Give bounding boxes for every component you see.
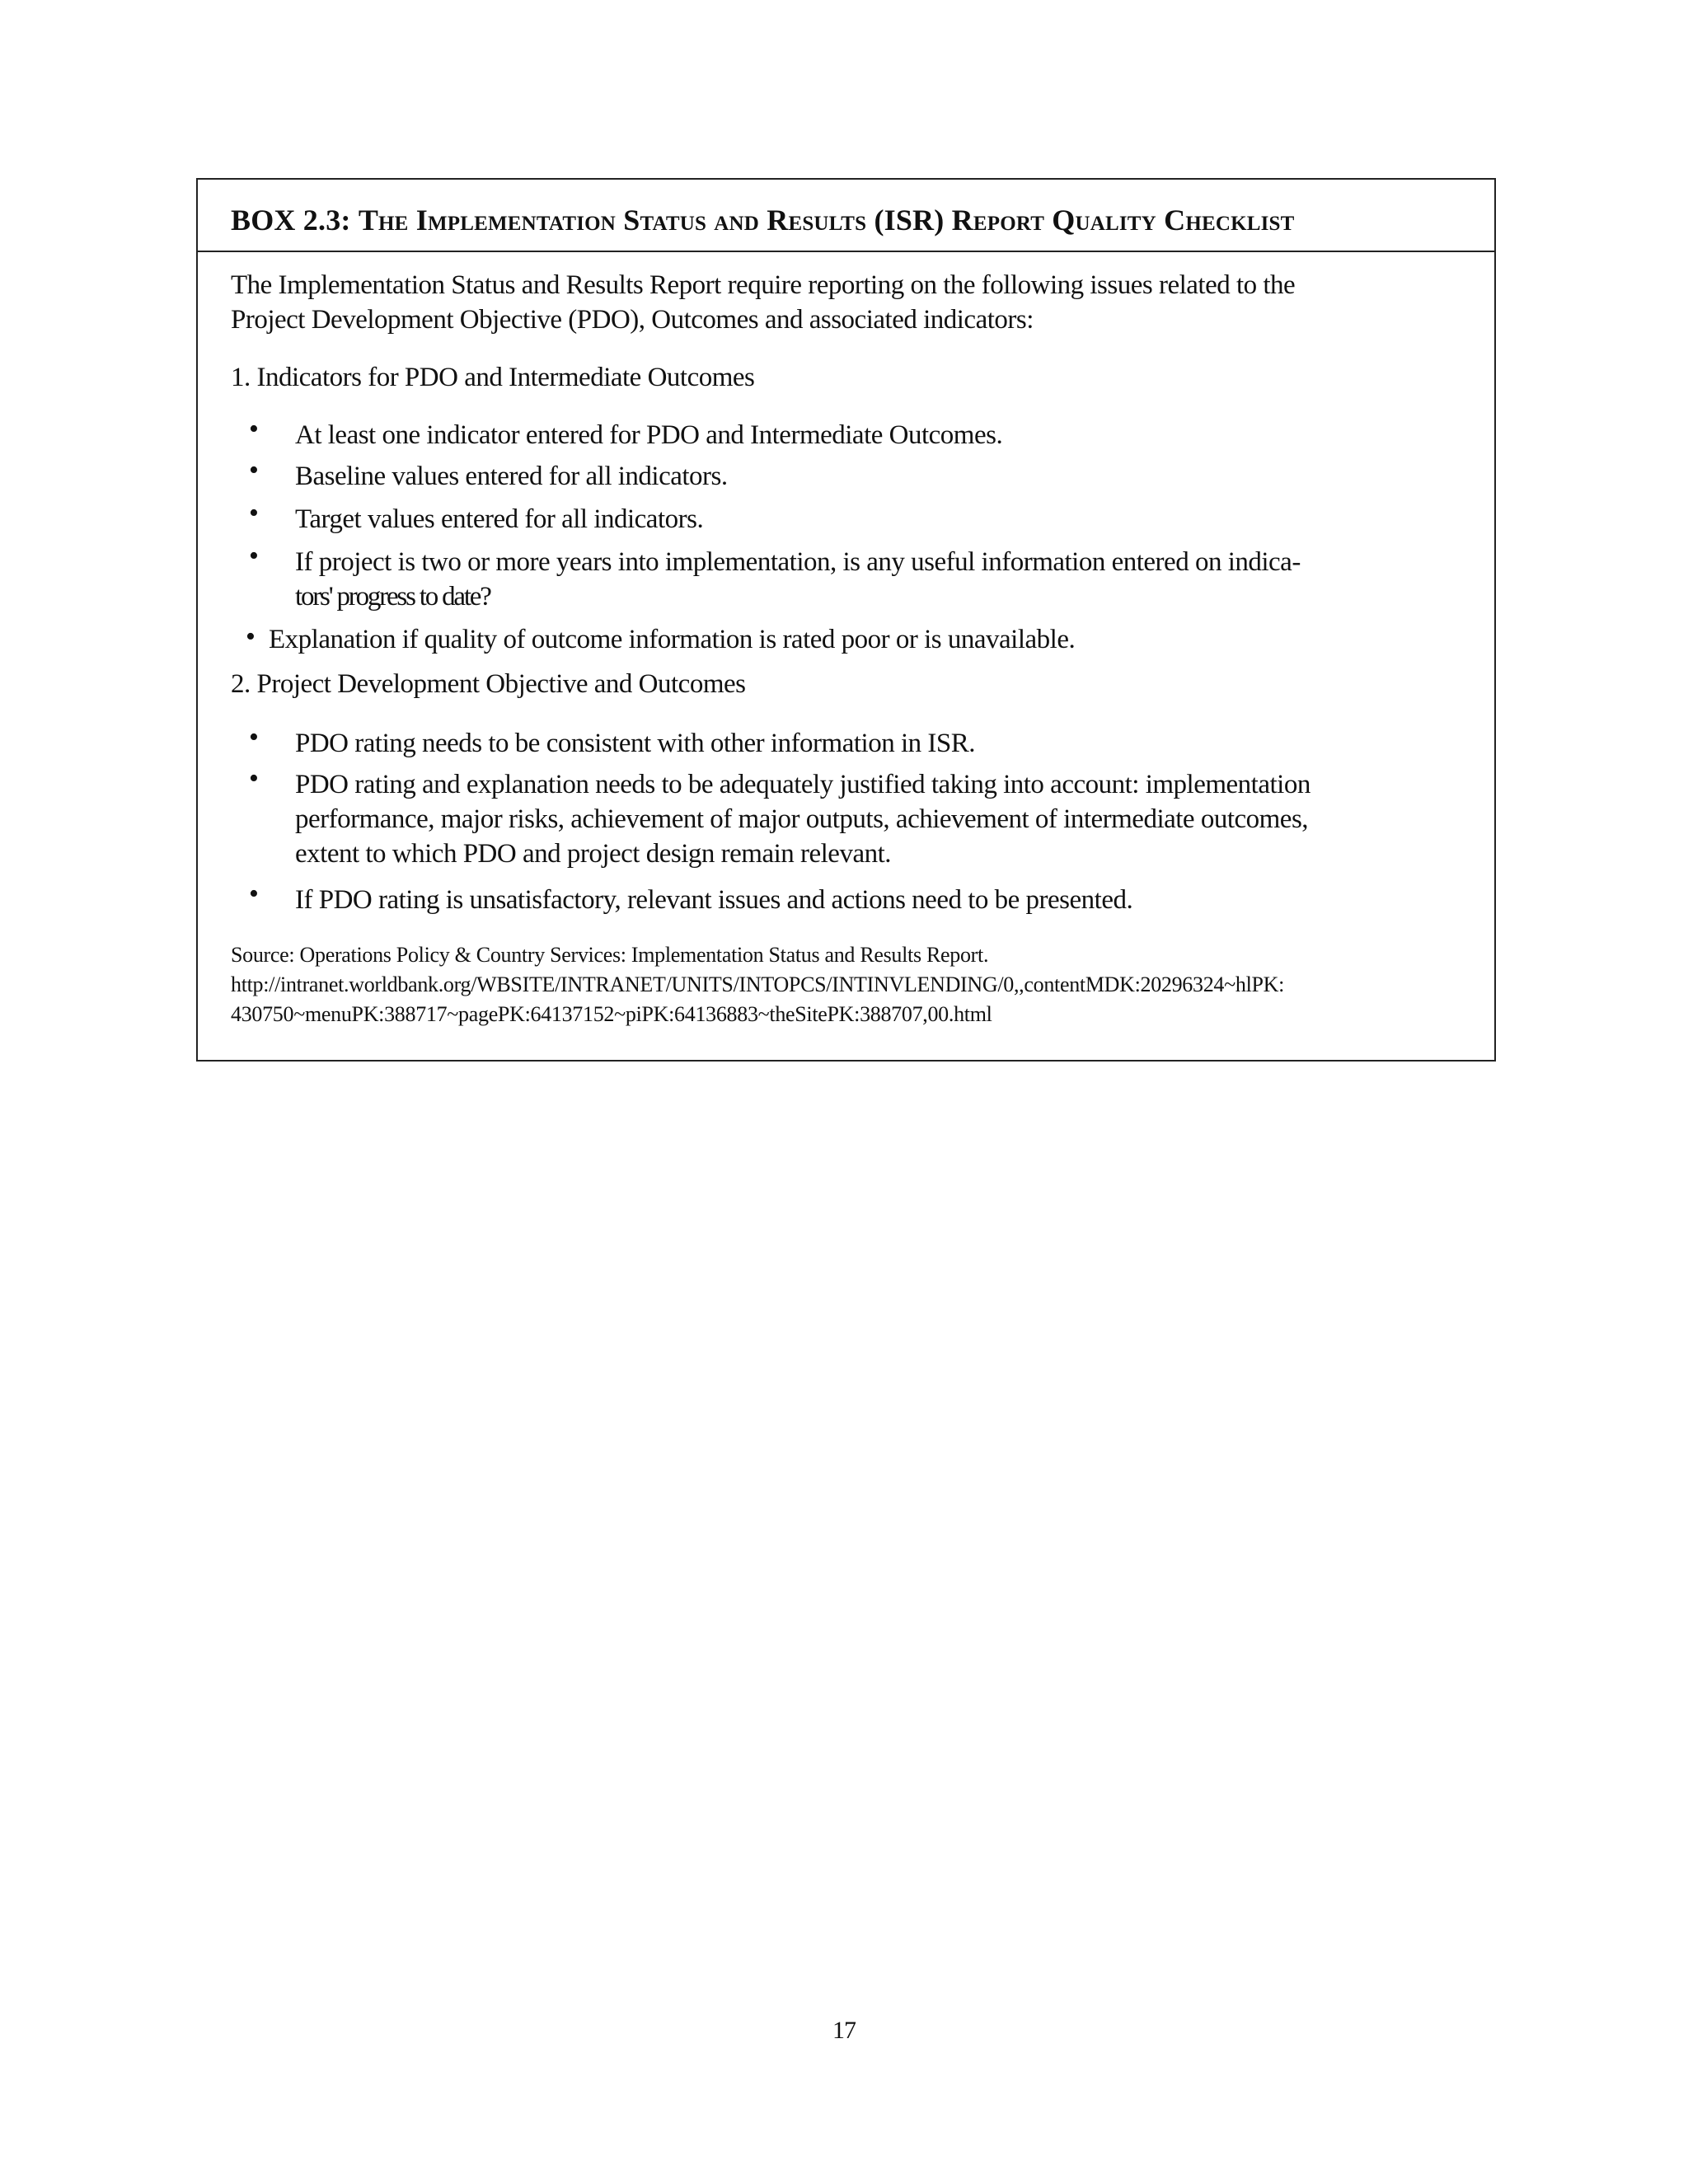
intro-line: The Implementation Status and Results Report require reporting on the following issues related to the	[231, 270, 1296, 300]
source-url: 430750~menuPK:388717~pagePK:64137152~piPK:64136883~theSitePK:388707,00.html	[231, 1002, 992, 1026]
list-item-continuation: performance, major risks, achievement of major outputs, achievement of intermediate outcomes,	[295, 804, 1309, 834]
bullet-icon: •	[249, 414, 259, 444]
box-header	[198, 180, 1494, 252]
bullet-icon: •	[249, 879, 259, 909]
bullet-icon: •	[249, 455, 259, 485]
list-item-continuation: extent to which PDO and project design remain relevant.	[295, 839, 892, 869]
list-item-continuation: tors' progress to date?	[295, 582, 490, 612]
bullet-icon: •	[246, 621, 256, 652]
box-title-prefix: BOX 2.3:	[231, 204, 351, 237]
list-item: Baseline values entered for all indicators.	[295, 462, 728, 491]
bullet-icon: •	[249, 498, 259, 528]
list-item: If PDO rating is unsatisfactory, relevant issues and actions need to be presented.	[295, 885, 1133, 915]
bullet-icon: •	[249, 541, 259, 571]
list-item: Explanation if quality of outcome information is rated poor or is unavailable.	[269, 625, 1076, 654]
isr-checklist-box	[196, 178, 1496, 1062]
list-item: PDO rating needs to be consistent with other information in ISR.	[295, 729, 975, 758]
bullet-icon: •	[249, 763, 259, 794]
list-item: At least one indicator entered for PDO and Intermediate Outcomes.	[295, 420, 1003, 450]
box-title-text: The Implementation Status and Results (ISR) Report Quality Checklist	[358, 204, 1295, 237]
box-title	[231, 203, 1461, 237]
source-url: http://intranet.worldbank.org/WBSITE/INTRANET/UNITS/INTOPCS/INTINVLENDING/0,,contentMDK:20296324~hlPK:	[231, 972, 1285, 996]
list-item: Target values entered for all indicators.	[295, 504, 704, 534]
section-heading: 1. Indicators for PDO and Intermediate Outcomes	[231, 363, 755, 392]
intro-line: Project Development Objective (PDO), Outcomes and associated indicators:	[231, 305, 1034, 335]
list-item: PDO rating and explanation needs to be adequately justified taking into account: implementation	[295, 770, 1311, 799]
page-number: 17	[832, 2017, 856, 2044]
bullet-icon: •	[249, 722, 259, 752]
list-item: If project is two or more years into implementation, is any useful information entered on indica-	[295, 547, 1301, 577]
source-line: Source: Operations Policy & Country Services: Implementation Status and Results Report.	[231, 943, 989, 967]
section-heading: 2. Project Development Objective and Outcomes	[231, 669, 746, 699]
